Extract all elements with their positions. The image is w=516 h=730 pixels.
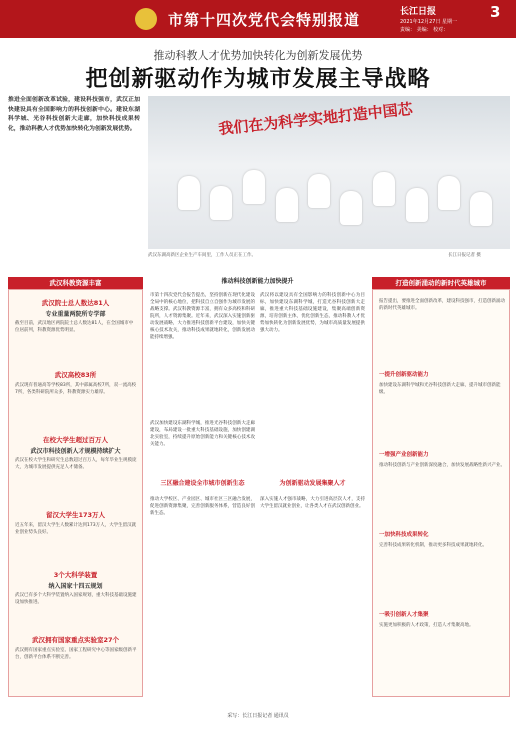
page-header: [0, 0, 516, 38]
sidebar-block-title: 武汉院士总人数达81人: [41, 299, 110, 307]
sidebar-block-body: 武汉已有多个大科学装置纳入国家规划，重大科技基础设施建设加快推进。: [15, 593, 137, 605]
worker-figure: [373, 172, 395, 206]
right-box-intro: 报告提出，要推进全面创新改革，建设科技强市，打造创新涌动的新时代英雄城市。: [379, 299, 505, 311]
sidebar-block-title: 留汉大学生173万人: [45, 511, 106, 519]
worker-figure: [243, 170, 265, 204]
photo-caption: 武汉东湖高新区企业生产车间里，工作人员正在工作。: [148, 253, 256, 258]
sidebar-header: 武汉科教资源丰富: [8, 277, 143, 289]
middle-section-head: 推动科技创新能力加快提升: [221, 278, 294, 285]
right-box-item-title: 一提升创新驱动能力: [379, 372, 429, 378]
right-box-item-body: 加快建设东湖科学城和光谷科技创新大走廊，提升城市创新能级。: [379, 383, 501, 395]
page-footer: 采写：长江日报记者 通讯员: [227, 713, 289, 719]
sidebar-box: [8, 289, 143, 697]
right-box-item-title: 一加快科技成果转化: [379, 532, 429, 538]
sidebar-block-body: 武汉在校大学生和研究生总数超过百万人，每年毕业生规模庞大，为城市发展提供充足人才储备。: [15, 458, 137, 470]
section2-title: 三区融合建设全市城市创新生态: [160, 480, 245, 487]
section2-body: 推动大学校区、产业园区、城市社区三区融合发展，促进创新资源集聚，完善创新服务体系，营造良好创新生态。: [150, 497, 255, 516]
worker-figure: [308, 174, 330, 208]
lead-photo: [148, 96, 510, 249]
right-box-item-body: 完善科技成果转化机制，推动更多科技成果就地转化。: [379, 543, 487, 548]
sidebar-block-body: 近五年来，留汉大学生人数累计达到173万人，大学生留汉就业创业势头良好。: [15, 523, 137, 535]
sidebar-block-title: 3个大科学装置: [53, 571, 98, 579]
body-column-1: 市第十四次党代会报告提出，坚持创新在现代化建设全局中的核心地位，把科技自立自强作为城市发展的战略支撑。武汉科教资源丰富，拥有众多高校和科研院所，人才资源集聚。近年来，武汉深入实施创新驱动发展战略，大力推进科技创新平台建设，加快关键核心技术攻关，推动科技成果就地转化，创新发展动能持续增强。: [150, 293, 255, 340]
sidebar-block-subtitle: 专业重量两院所专学部: [45, 311, 106, 318]
sidebar-block-title: 在校大学生超过百万人: [43, 436, 108, 444]
worker-figure: [438, 176, 460, 210]
right-box-item-body: 实施更加积极的人才政策，打造人才集聚高地。: [379, 623, 474, 628]
worker-figure: [340, 191, 362, 225]
main-headline: 把创新驱动作为城市发展主导战略: [85, 67, 431, 92]
photo-credit: 长江日报记者 摄: [448, 253, 481, 258]
party-emblem-icon: [135, 8, 157, 30]
sub-headline: 推动科教人才优势加快转化为创新发展优势: [153, 49, 363, 62]
lead-paragraph: 推进全面创新改革试验，建设科技强市，武汉正加快建设具有全国影响力的科技创新中心。建设东湖科学城、光谷科技创新大走廊，加快科技成果转化，推动科教人才优势加快转化为创新发展优势。: [8, 97, 140, 132]
section3-title: 为创新驱动发展集聚人才: [279, 480, 346, 487]
worker-figure: [470, 192, 492, 226]
section1-body: 武汉加快建设东湖科学城，推进光谷科技创新大走廊建设，布局建设一批重大科技基础设施，加快创建湖北实验室，持续提升原始创新能力和关键核心技术攻关能力。: [150, 421, 255, 447]
header-title: 市第十四次党代会特别报道: [168, 11, 361, 29]
right-box: [372, 289, 510, 697]
sidebar-block-subtitle: 纳入国家十四五规划: [48, 583, 103, 590]
sidebar-block-subtitle: 武汉市科技创新人才规模持续扩大: [30, 448, 121, 455]
right-box-item-title: 一吸引创新人才集聚: [379, 612, 429, 618]
right-box-item-body: 推动科技创新与产业创新深度融合，加快发展战略性新兴产业。: [379, 463, 505, 468]
date-line: 2021年12月27日 星期一: [400, 19, 458, 25]
sidebar-block-title: 武汉拥有国家重点实验室27个: [31, 636, 120, 644]
page-number: 3: [490, 3, 501, 21]
photo-banner: 我们在为科学实地打造中国芯: [217, 99, 414, 139]
editor-line: 责编： 美编： 校对：: [400, 27, 449, 33]
worker-figure: [210, 186, 232, 220]
sidebar-block-body: 武汉现有普通高等学校83所，其中部属高校7所，双一流高校7所，各类科研院所众多，科教资源实力雄厚。: [15, 383, 137, 395]
worker-figure: [276, 188, 298, 222]
section3-body: 深入实施人才强市战略，大力引进高层次人才，支持大学生留汉就业创业，让各类人才在武汉创新创业。: [260, 497, 365, 509]
right-box-header: 打造创新涌动的新时代英雄城市: [372, 277, 510, 289]
sidebar-block-title: 武汉高校83所: [54, 371, 97, 379]
sidebar-block-body: 武汉拥有国家重点实验室、国家工程研究中心等国家级创新平台，创新平台体系不断完善。: [15, 648, 137, 660]
paper-name: 长江日报: [400, 7, 437, 17]
sidebar-block-body: 截至目前，武汉地区两院院士总人数达81人，在全国城市中位居前列，科教资源优势明显。: [15, 321, 134, 333]
right-box-item-title: 一增强产业创新能力: [379, 452, 429, 458]
body-column-2: 武汉将以建设具有全国影响力的科技创新中心为目标，加快建设东湖科学城，打造光谷科技创新大走廊，推进重大科技基础设施建设，集聚高端创新资源，培育创新主体，优化创新生态，推动科教人才优势加快转化为创新发展优势，为城市高质量发展提供强大动力。: [260, 293, 365, 333]
worker-figure: [406, 188, 428, 222]
worker-figure: [178, 176, 200, 210]
